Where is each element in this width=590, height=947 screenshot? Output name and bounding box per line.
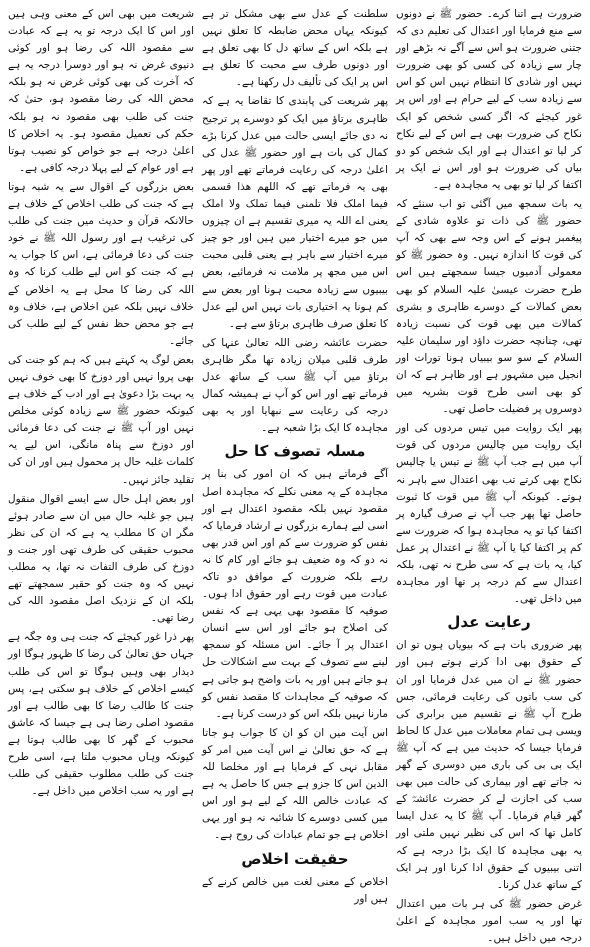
column-right [395, 6, 582, 944]
section-heading: مسلہ تصوف کا حل [224, 442, 366, 461]
paragraph: اس آیت میں ان کو ان کا جواب ہو جاتا ہے کہ حق تعالیٰ نے اس آیت میں امر کو مقابل نہی کے فرمایا ہے اور مخلصا للہ الدین اس کا جزو ہے جس کا حاصل یہ ہے کہ عبادت خالص اللہ کے لیے ہو اور اس میں کسی دوسرے کا شائبہ نہ ہو اور یہی اخلاص ہے جو تمام عبادات کی روح ہے۔ [202, 726, 388, 842]
section-heading: حقیقت اخلاص [241, 849, 349, 868]
paragraph: اور بعض اہل حال سے ایسے اقوال منقول ہیں جو غلبہ حال میں ان سے صادر ہوئے مگر ان کا مطلب یہ ہے کہ ان کی نظر محبوب حقیقی کی طرف تھی اور جنت و دوزخ کی طرف التفات نہ تھا، یہ مطلب نہیں کہ وہ جنت کو حقیر سمجھتے تھے بلکہ ان کے نزدیک اصل مقصود اللہ کی رضا تھی۔ [8, 492, 194, 625]
section-heading: رعایت عدل [447, 613, 531, 632]
paragraph: شریعت میں بھی اس کے معنی وہی ہیں اور اس کا ایک درجہ تو یہ ہے کہ عبادت سے مقصود اللہ کی رضا ہو اور کوئی دنیوی غرض نہ ہو اور دوسرا درجہ یہ ہے کہ آخرت کی بھی کوئی غرض نہ ہو بلکہ محض اللہ کی رضا مقصود ہو، حتیٰ کہ جنت کی طلب بھی مقصود نہ ہو بلکہ حکم کی تعمیل مقصود ہو۔ یہ اخلاص کا اعلیٰ درجہ ہے جو خواص کو نصیب ہوتا ہے اور عوام کے لیے پہلا درجہ کافی ہے۔ [8, 8, 194, 174]
paragraph: بعض لوگ یہ کہتے ہیں کہ ہم کو جنت کی بھی پروا نہیں اور دوزخ کا بھی خوف نہیں یہ بہت بڑا دعویٰ ہے اور ادب کے خلاف ہے کیونکہ حضور ﷺ سے زیادہ کوئی مخلص نہیں اور آپ ﷺ نے جنت کی دعا فرمائی اور دوزخ سے پناہ مانگی، اس لیے یہ کلمات غلبہ حال پر محمول ہیں اور ان کی تقلید جائز نہیں۔ [8, 353, 194, 486]
paragraph: اخلاص کے معنی لغت میں خالص کرنے کے ہیں اور [202, 875, 388, 905]
paragraph: پھر ضروری بات ہے کہ بیویاں ہوں تو ان کے حقوق بھی ادا کرنے ہوتے ہیں اور حضور ﷺ نے ان میں عدل فرمایا اور ان کی سب باتوں کی رعایت فرمائی، جس طرح آپ ﷺ نے تقسیم میں برابری کی ویسی ہی تمام معاملات میں عدل کا لحاظ فرمایا جیسا کہ حدیث میں ہے کہ آپ ﷺ ایک بی بی کی باری میں دوسری کے گھر نہ جاتے تھے اور بیماری کی حالت میں بھی سب کی اجازت لے کر حضرت عائشہؓ کے گھر قیام فرمایا۔ آپ ﷺ کا یہ عدل ایسا کامل تھا کہ اس کی نظیر نہیں ملتی اور یہ بھی مجاہدہ کا ایک بڑا درجہ ہے کہ اتنی بیبیوں کے حقوق ادا کرنا اور ہر ایک کے ساتھ عدل کرنا۔ [395, 639, 582, 891]
paragraph: پھر ایک روایت میں تیس مردوں کی اور ایک روایت میں چالیس مردوں کی قوت آپ میں ہے جب آپ ﷺ نے تیس یا چالیس نکاح بھی کرتے تب بھی اعتدال سے باہر نہ ہوتے۔ کیونکہ آپ ﷺ میں قوت کا ثبوت حاصل تھا پھر جب آپ نے صرف گیارہ پر اکتفا کیا تو یہ مجاہدہ ہوا کہ ضرورت سے کم پر اکتفا کیا یا آپ ﷺ نے اعتدال پر عمل کیا، یہ بات ہے کہ سی طرح نہ تھی، بلکہ اعتدال سے کم درجہ پر تھا اور مجاہدہ میں داخل تھی۔ [396, 422, 582, 606]
paragraph: یہ بات سمجھ میں آگئی تو اب سنئے کہ حضور ﷺ کی ذات تو علاوہ شادی کے پیغمبر ہونے کے اس وجہ سے بھی کہ آپ کی قوت کا اندازہ نہیں۔ وہ حضور ﷺ کو معمولی آدمیوں جیسا سمجھتے ہیں اس طرح حضرت عیسیٰ علیہ السلام کو بھی بعض کمالات کے دوسرے ظاہری و بشری کمالات میں بھی قوت کی نسبت زیادہ تھی، چنانچہ حضرت داؤد اور سلیمان علیہ السلام کے سو سو بیبیاں ہونا تورات اور انجیل میں مشہور ہے اور ظاہر ہے کہ ان کو بھی اسی طرح قوت بشریہ میں دوسروں پر فضیلت حاصل تھی۔ [396, 198, 582, 416]
paragraph: سلطنت کے عدل سے بھی مشکل تر ہے کیونکہ یہاں محض ضابطہ کا تعلق نہیں ہے بلکہ اس کے ساتھ دل کا بھی تعلق ہے اور دونوں طرف سے محبت کا تعلق ہے اس پر ایک کی تألیف دل رکھنا ہے۔ [202, 8, 388, 89]
paragraph: غرض حضور ﷺ کی ہر بات میں اعتدال تھا اور یہ سب امور مجاہدہ کے اعلیٰ درجہ میں داخل ہیں۔ [396, 897, 582, 944]
column-middle [202, 6, 388, 905]
paragraph: پھر شریعت کی پابندی کا تقاضا یہ ہے کہ ظاہری برتاؤ میں ایک کو دوسرے پر ترجیح نہ دی جائے ایسی حالت میں عدل کرنا بڑے کمال کی بات ہے اور حضور ﷺ عدل کی اعلیٰ درجہ کی رعایت فرماتے تھے اور پھر بھی یہ فرماتے تھے کہ اللھم ھذا قسمی فیما املک فلا تلمنی فیما تملک ولا املک یعنی اے اللہ یہ میری تقسیم ہے ان چیزوں میں جو میرے اختیار میں ہیں اور جو چیز میرے اختیار سے باہر ہے یعنی قلبی محبت اس میں مجھ پر ملامت نہ فرمائیے، بعض بیبیوں سے زیادہ محبت ہونا اور بعض سے کم ہونا یہ اختیاری بات نہیں اس لیے عدل کا تعلق صرف ظاہری برتاؤ سے ہے۔ [202, 95, 388, 330]
paragraph: پھر ذرا غور کیجئے کہ جنت ہی وہ جگہ ہے جہاں حق تعالیٰ کی رضا کا ظہور ہوگا اور دیدار بھی وہیں ہوگا تو اس کی طلب کیسے اخلاص کے خلاف ہو سکتی ہے، پس جنت کا طالب رضا کا بھی طالب ہے اور مقصود اصلی رضا ہی ہے جیسا کہ عاشق محبوب کے گھر کا بھی طالب ہوتا ہے کیونکہ وہاں محبوب ملتا ہے، اسی طرح جنت کی طلب مطلوب حقیقی کی طلب ہے اور یہ سب اخلاص میں داخل ہے۔ [8, 631, 194, 798]
paragraph: بعض بزرگوں کے اقوال سے یہ شبہ ہوتا ہے کہ جنت کی طلب اخلاص کے خلاف ہے حالانکہ قرآن و حدیث میں جنت کی طلب کی ترغیب ہے اور رسول اللہ ﷺ نے خود جنت کی دعا فرمائی ہے، اس کا جواب یہ ہے کہ جنت کو اس لیے طلب کرنا کہ وہ اللہ کی رضا کا محل ہے یہ اخلاص کے خلاف نہیں بلکہ عین اخلاص ہے، خلاف وہ ہے جو محض حظ نفس کے لیے طلب کی جائے۔ [8, 180, 194, 347]
text-columns [8, 6, 582, 944]
paragraph: آگے فرماتے ہیں کہ ان امور کی بنا پر مجاہدہ کے یہ معنی نکلے کہ مجاہدہ اصل مقصود نہیں بلکہ مقصود اعتدال ہے اور اسی لیے ہمارے بزرگوں نے ارشاد فرمایا کہ نفس کو ضرورت سے کم اور اس قدر بھی نہ دو کہ وہ ضعیف ہو جائے اور کام کا نہ رہے بلکہ ضرورت کے موافق دو تاکہ عبادت میں قوت رہے اور حقوق ادا ہوں۔ صوفیہ کا مقصود بھی یہی ہے کہ نفس کی اصلاح ہو جائے اور اس سے انسان اعتدال پر آ جائے۔ اس مسئلہ کو سمجھ لینے سے تصوف کے بہت سے اشکالات حل ہو جاتے ہیں اور یہ بات واضح ہو جاتی ہے کہ صوفیہ کے مجاہدات کا مقصد نفس کو مارنا نہیں بلکہ اس کو درست کرنا ہے۔ [202, 468, 388, 720]
paragraph: ضرورت ہے اتنا کرے۔ حضور ﷺ نے دونوں سے منع فرمایا اور اعتدال کی تعلیم دی کہ جتنی ضرورت ہو اس سے آگے نہ بڑھے اور چار سے زیادہ کی کسی کو بھی ضرورت نہیں اور شادی کا انتظام نہیں اس کو اس سے زیادہ سب کے لیے حرام ہے اور اس پر غور کیجئے کہ اگر کسی شخص کو ایک نکاح کی ضرورت بھی ہے اس کے لیے نکاح کر لیا تو اعتدال ہے اور ایک شخص کو دو بیاں کی ضرورت ہو اور اس نے ایک پر اکتفا کر لیا تو بھی یہ مجاہدہ ہے۔ [396, 8, 582, 191]
paragraph: حضرت عائشہ رضی اللہ تعالیٰ عنہا کی طرف قلبی میلان زیادہ تھا مگر ظاہری برتاؤ میں آپ ﷺ سب کے ساتھ عدل فرماتے تھے اور اس کو آپ نے ہمیشہ کمال درجہ کی رعایت سے نبھایا اور یہ بھی مجاہدہ کا ایک بڑا شعبہ ہے۔ [202, 336, 388, 435]
column-left [8, 6, 194, 816]
